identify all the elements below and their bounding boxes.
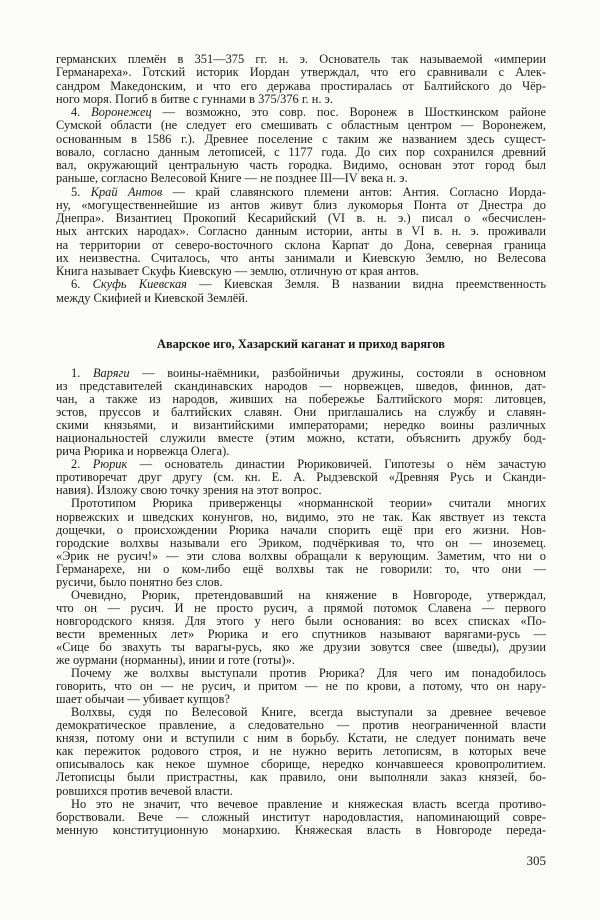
text-line <box>56 80 546 93</box>
note-term: Варяги <box>92 366 130 380</box>
line-text: что он — русич. И не просто русич, а прямой потомок Славена — первого <box>56 600 546 615</box>
line-text: раньше, согласно Велесовой Книге — не позднее III—IV века н. э. <box>56 171 408 186</box>
note-term: Скуфь Киевская <box>92 277 187 292</box>
text-line <box>56 824 546 837</box>
text-line <box>56 53 546 66</box>
line-text: дощечки, о происхождении Рюрика начали спорить ещё при его жизни. Нов- <box>56 522 546 537</box>
line-text: Почему же волхвы выступали против Рюрика? Для чего им понадобилось <box>71 666 546 681</box>
note-term: Край Антов <box>90 184 163 199</box>
page-number: 305 <box>526 853 546 868</box>
line-text: «Эрик не русич!» — эти слова волхвы обращали к верующим. Заметим, что ни о <box>56 548 546 563</box>
line-text: вести временных лет» Рюрика и его спутников называют варягами-русь — <box>56 626 546 641</box>
paragraph <box>56 278 546 305</box>
paragraph <box>56 458 546 497</box>
line-text: ного моря. Погиб в битве с гуннами в 375/376 г. н. э. <box>56 91 333 106</box>
line-text: говорить, что он — не русич, и притом — не по крови, а потому, что он нару- <box>56 679 546 694</box>
line-text: же оурмани (норманны), инии и готе (готы)». <box>56 653 295 668</box>
text-line <box>56 106 546 119</box>
line-text: — Киевская Земля. В названии видна преемственность <box>186 277 546 292</box>
line-text: Германарехе, ни о ком-либо ещё волхвы так не говорили: то, что они — <box>56 561 546 576</box>
text-line <box>56 212 546 225</box>
paragraph <box>56 367 546 458</box>
text-line <box>56 133 546 146</box>
line-text: русичи, было понятно без слов. <box>56 574 223 589</box>
paragraph <box>56 706 546 797</box>
line-text: — воины-наёмники, разбойничьи дружины, состояли в основном <box>129 366 546 380</box>
note-term: Рюрик <box>92 457 128 472</box>
line-text: на территории от северо-восточного склона Карпат до Дона, северная граница <box>56 237 546 252</box>
text-line <box>56 172 546 185</box>
line-text: эстов, пруссов и балтийских славян. Они приглашались на службу и славян- <box>56 405 546 420</box>
line-text: ну, «могущественнейшие из антов живут близ лукоморья Понта от Днестра до <box>56 197 546 212</box>
text-block-top <box>56 53 546 305</box>
paragraph <box>56 497 546 588</box>
text-line <box>56 119 546 132</box>
line-text: менную конституционную монархию. Княжеская власть в Новгороде переда- <box>56 822 546 837</box>
line-text: новгородского князя. Для этого у него были основания: во всех списках «По- <box>56 613 546 628</box>
line-text: из представителей скандинавских народов — норвежцев, шведов, финнов, дат- <box>56 379 546 394</box>
line-text: — основатель династии Рюриковичей. Гипотезы о нём зачастую <box>127 457 546 472</box>
line-text: Летописцы были пристрастны, как правило, они выполняли заказ князей, бо- <box>56 770 546 785</box>
line-text: вал, окружающий центральную часть городка. Видимо, основан этот город был <box>56 158 546 172</box>
line-text: ных антских народах». Согласно данным истории, анты в VI в. н. э. проживали <box>56 224 546 239</box>
line-text: сандром Македонским, и что его держава простиралась от Балтийского до Чёр- <box>56 78 546 93</box>
line-text: — возможно, это совр. пос. Воронеж в Шосткинском районе <box>151 105 546 119</box>
note-number: 2. <box>71 457 93 472</box>
line-text: ровшихся против вечевой власти. <box>56 783 233 798</box>
note-number: 1. <box>71 366 93 380</box>
text-line <box>56 199 546 212</box>
line-text: норвежских и шведских конунгов, но, видимо, это не так. Как явствует из текста <box>56 509 546 524</box>
text-line <box>56 66 546 79</box>
text-line <box>56 186 546 199</box>
paragraph <box>56 798 546 837</box>
line-text: Сумской области (не следует его смешивать с областным центром — Воронежем, <box>56 118 546 133</box>
line-text: основанным в 1586 г.). Древнее поселение с таким же названием здесь сущест- <box>56 131 546 146</box>
note-number: 4. <box>71 105 92 119</box>
line-text: шает обычаи — убивает купцов? <box>56 692 230 707</box>
note-number: 5. <box>71 184 91 199</box>
line-text: как пережиток родового строя, и не нужно верить летописям, в которых вече <box>56 744 546 759</box>
paragraph <box>56 106 546 186</box>
section-heading: Аварское иго, Хазарский каганат и приход варягов <box>157 337 445 351</box>
paragraph <box>56 589 546 667</box>
line-text: Но это не значит, что вечевое правление и княжеская власть всегда противо- <box>71 796 546 811</box>
line-text: Днепра». Византиец Прокопий Кесарийский (VI в. н. э.) писал о «бесчислен- <box>56 211 546 225</box>
text-block-bottom <box>56 367 546 837</box>
line-text: Прототипом Рюрика приверженцы «норманнской теории» считали многих <box>71 496 546 511</box>
line-text: описывалось как некое шумное сборище, нередко кончавшееся кровопролитием. <box>56 757 546 772</box>
text-line <box>56 292 546 305</box>
text-line <box>56 159 546 172</box>
text-line <box>56 278 546 291</box>
paragraph <box>56 53 546 106</box>
line-text: противоречат друг другу (см. кн. Е. А. Рыдзевской «Древняя Русь и Сканди- <box>56 470 546 485</box>
line-text: национальностей служили вместе (этим можно, кстати, объяснить дружбу бод- <box>56 431 546 446</box>
line-text: вовало, согласно данным летописей, с 1177 года. До сих пор сохранился древний <box>56 144 546 159</box>
paragraph <box>56 667 546 706</box>
text-line <box>56 265 546 278</box>
line-text: чан, а также из народов, живших на побережье Балтийского моря: литовцев, <box>56 392 546 407</box>
text-line <box>56 225 546 238</box>
note-term: Воронежец <box>91 105 152 119</box>
line-text: скими князьями, и византийскими императорами; нередко воины различных <box>56 418 546 433</box>
line-text: городские волхвы называли его Эриком, подчёркивая то, что он — иноземец. <box>56 535 546 550</box>
note-number: 6. <box>71 277 93 292</box>
line-text: борствовали. Вече — сложный институт народовластия, напоминающий совре- <box>56 809 546 824</box>
text-line <box>56 252 546 265</box>
line-text: Волхвы, судя по Велесовой Книге, всегда выступали за древнее вечевое <box>71 705 546 720</box>
text-line <box>56 93 546 106</box>
paragraph <box>56 186 546 279</box>
line-text: Германареха». Готский историк Иордан утверждал, что его сравнивали с Алек- <box>56 65 546 80</box>
line-text: демократическое правление, а следовательно — против неограниченной власти <box>56 718 546 733</box>
line-text: Книга называет Скуфь Киевскую — землю, отличную от края антов. <box>56 264 419 278</box>
text-line <box>56 146 546 159</box>
line-text: — край славянского племени антов: Антия. Согласно Иорда- <box>162 184 546 199</box>
line-text: князя, потому они и вступили с ним в борьбу. Кстати, не следует понимать вече <box>56 731 546 746</box>
line-text: между Скифией и Киевской Землёй. <box>56 290 248 305</box>
line-text: рича Рюрика и норвежца Олега). <box>56 444 230 459</box>
text-line <box>56 239 546 252</box>
line-text: навия). Изложу свою точку зрения на этот вопрос. <box>56 483 322 498</box>
line-text: «Сице бо звахуть ты варагы-русь, яко же друзии зовутся свее (шведы), друзии <box>56 639 546 654</box>
line-text: германских племён в 351—375 гг. н. э. Основатель так называемой «империи <box>56 52 546 66</box>
line-text: их неизвестна. Считалось, что анты занимали и Киевскую Землю, но Велесова <box>56 250 546 265</box>
line-text: Очевидно, Рюрик, претендовавший на княжение в Новгороде, утверждал, <box>71 587 546 602</box>
